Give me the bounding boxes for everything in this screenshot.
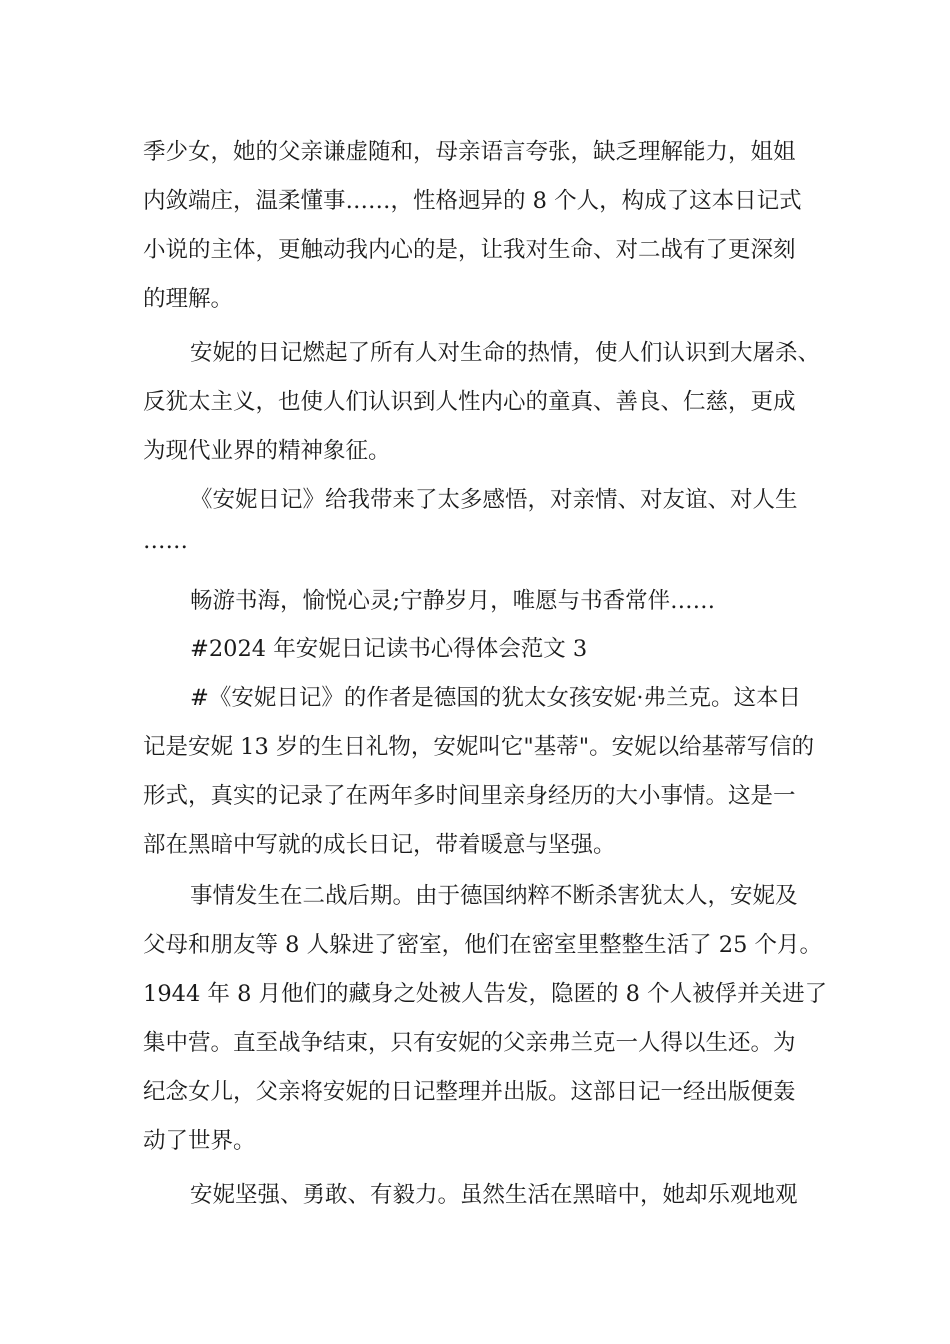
text-line: 内敛端庄，温柔懂事……，性格迥异的 8 个人，构成了这本日记式 xyxy=(143,188,802,214)
text-line: 的理解。 xyxy=(143,286,234,312)
section-heading: #2024 年安妮日记读书心得体会范文 3 xyxy=(190,636,588,662)
text-line: 为现代业界的精神象征。 xyxy=(143,438,391,464)
paragraph-start-line: #《安妮日记》的作者是德国的犹太女孩安妮·弗兰克。这本日 xyxy=(190,685,802,711)
paragraph-start-line: 事情发生在二战后期。由于德国纳粹不断杀害犹太人，安妮及 xyxy=(190,883,798,909)
text-line: 纪念女儿，父亲将安妮的日记整理并出版。这部日记一经出版便轰 xyxy=(143,1079,796,1105)
text-line: 部在黑暗中写就的成长日记，带着暖意与坚强。 xyxy=(143,832,616,858)
paragraph-start-line: 安妮坚强、勇敢、有毅力。虽然生活在黑暗中，她却乐观地观 xyxy=(190,1182,798,1208)
text-line: 动了世界。 xyxy=(143,1128,256,1154)
text-line: 形式，真实的记录了在两年多时间里亲身经历的大小事情。这是一 xyxy=(143,783,796,809)
text-line: …… xyxy=(143,528,188,554)
text-line: 集中营。直至战争结束，只有安妮的父亲弗兰克一人得以生还。为 xyxy=(143,1030,796,1056)
text-line: 季少女，她的父亲谦虚随和，母亲语言夸张，缺乏理解能力，姐姐 xyxy=(143,139,796,165)
paragraph-start-line: 安妮的日记燃起了所有人对生命的热情，使人们认识到大屠杀、 xyxy=(190,340,821,366)
text-line: 记是安妮 13 岁的生日礼物，安妮叫它"基蒂"。安妮以给基蒂写信的 xyxy=(143,734,815,760)
text-line: 反犹太主义，也使人们认识到人性内心的童真、善良、仁慈，更成 xyxy=(143,389,796,415)
text-line: 父母和朋友等 8 人躲进了密室，他们在密室里整整生活了 25 个月。 xyxy=(143,932,823,958)
text-line: 小说的主体，更触动我内心的是，让我对生命、对二战有了更深刻 xyxy=(143,237,796,263)
paragraph-start-line: 《安妮日记》给我带来了太多感悟，对亲情、对友谊、对人生 xyxy=(190,487,798,513)
text-line: 1944 年 8 月他们的藏身之处被人告发，隐匿的 8 个人被俘并关进了 xyxy=(143,981,828,1007)
paragraph-start-line: 畅游书海，愉悦心灵;宁静岁月，唯愿与书香常伴…… xyxy=(190,588,716,614)
